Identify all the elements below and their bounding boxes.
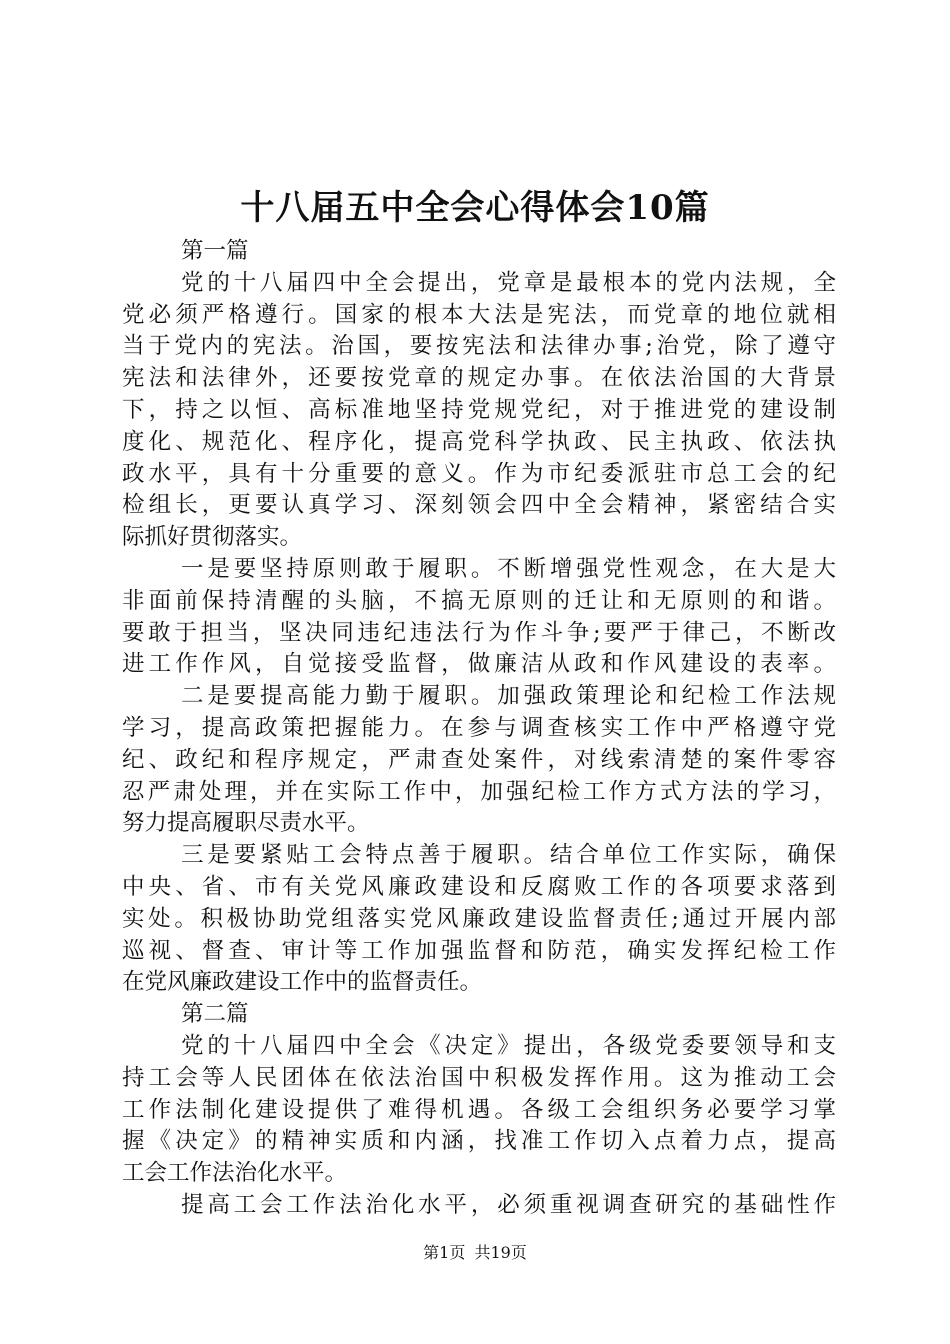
paragraph-line: 当于党内的宪法。治国，要按宪法和法律办事;治党，除了遵守	[122, 333, 836, 360]
paragraph-line: 在党风廉政建设工作中的监督责任。	[122, 969, 483, 996]
paragraph-line: 非面前保持清醒的头脑，不搞无原则的迁让和无原则的和谐。	[122, 587, 836, 614]
paragraph-line: 工作法制化建设提供了难得机遇。各级工会组织务必要学习掌	[122, 1096, 836, 1123]
page-footer	[0, 1241, 950, 1265]
paragraph-line: 中央、省、市有关党风廉政建设和反腐败工作的各项要求落到	[122, 873, 836, 900]
paragraph-line: 工会工作法治化水平。	[122, 1160, 348, 1187]
paragraph-line: 政水平，具有十分重要的意义。作为市纪委派驻市总工会的纪	[122, 460, 836, 487]
paragraph-line: 努力提高履职尽责水平。	[122, 810, 370, 837]
paragraph-line: 进工作作风，自觉接受监督，做廉洁从政和作风建设的表率。	[122, 651, 836, 678]
paragraph-line: 三是要紧贴工会特点善于履职。结合单位工作实际，确保	[181, 842, 836, 869]
page-total: 共19页	[474, 1243, 527, 1262]
section-heading: 第二篇	[181, 1001, 249, 1028]
document-title: 十八届五中全会心得体会10篇	[240, 188, 710, 228]
paragraph-line: 握《决定》的精神实质和内涵，找准工作切入点着力点，提高	[122, 1128, 836, 1155]
paragraph-line: 际抓好贯彻落实。	[122, 524, 303, 551]
paragraph-line: 实处。积极协助党组落实党风廉政建设监督责任;通过开展内部	[122, 905, 836, 932]
paragraph-line: 二是要提高能力勤于履职。加强政策理论和纪检工作法规	[181, 683, 836, 710]
paragraph-line: 宪法和法律外，还要按党章的规定办事。在依法治国的大背景	[122, 365, 836, 392]
paragraph-line: 巡视、督查、审计等工作加强监督和防范，确实发挥纪检工作	[122, 937, 836, 964]
paragraph-line: 下，持之以恒、高标准地坚持党规党纪，对于推进党的建设制	[122, 396, 836, 423]
page-number: 第1页	[423, 1243, 466, 1262]
paragraph-line: 持工会等人民团体在依法治国中积极发挥作用。这为推动工会	[122, 1064, 836, 1091]
paragraph-line: 忍严肃处理，并在实际工作中，加强纪检工作方式方法的学习，	[122, 778, 836, 805]
paragraph-line: 要敢于担当，坚决同违纪违法行为作斗争;要严于律己，不断改	[122, 619, 836, 646]
paragraph-line: 党的十八届四中全会《决定》提出，各级党委要领导和支	[181, 1032, 836, 1059]
paragraph-line: 提高工会工作法治化水平，必须重视调查研究的基础性作	[181, 1191, 836, 1218]
document-body	[122, 236, 836, 1222]
section-heading: 第一篇	[181, 238, 249, 264]
paragraph-line: 检组长，更要认真学习、深刻领会四中全会精神，紧密结合实	[122, 492, 836, 519]
paragraph-line: 党必须严格遵行。国家的根本大法是宪法，而党章的地位就相	[122, 301, 836, 328]
paragraph-line: 一是要坚持原则敢于履职。不断增强党性观念，在大是大	[181, 555, 836, 582]
paragraph-line: 学习，提高政策把握能力。在参与调查核实工作中严格遵守党	[122, 714, 836, 741]
paragraph-line: 党的十八届四中全会提出，党章是最根本的党内法规，全	[181, 269, 836, 296]
paragraph-line: 纪、政纪和程序规定，严肃查处案件，对线索清楚的案件零容	[122, 746, 836, 773]
paragraph-line: 度化、规范化、程序化，提高党科学执政、民主执政、依法执	[122, 428, 836, 455]
